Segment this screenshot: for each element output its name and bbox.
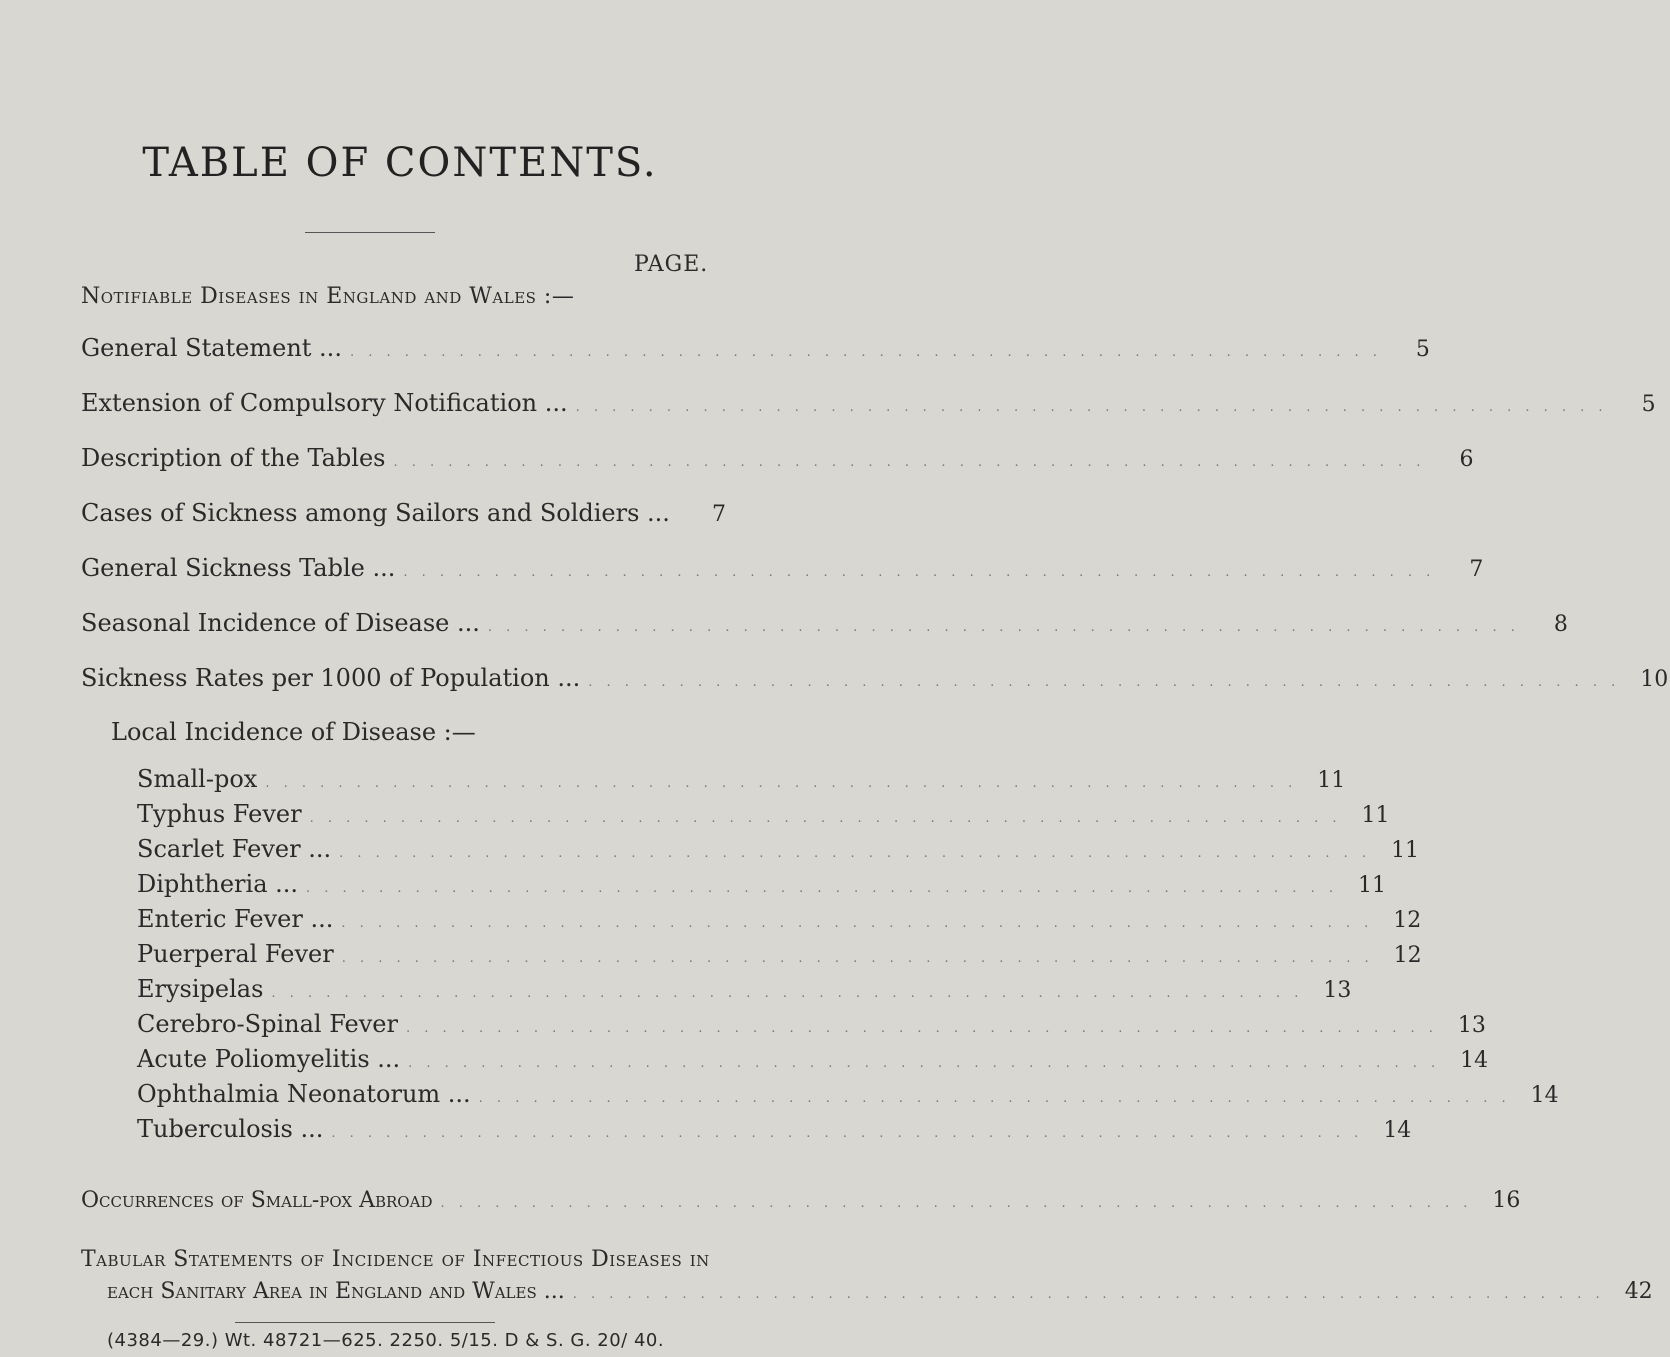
dot-leader: . . . . . . . . . . . . . . . . . . . . . . . . . . . . . . . . . . . . . . . . . . . . . . . . . . . . . . . . .	[403, 565, 1436, 580]
toc-entry-label: Small-pox	[137, 765, 258, 793]
toc-subentry[interactable]	[137, 1010, 1486, 1044]
toc-entry-label: Seasonal Incidence of Disease ...	[81, 609, 480, 637]
title-rule	[305, 232, 435, 233]
toc-entry-label: Enteric Fever ...	[137, 905, 334, 933]
toc-entry-page: 14	[1383, 1118, 1412, 1143]
dot-leader: . . . . . . . . . . . . . . . . . . . . . . . . . . . . . . . . . . . . . . . . . . . . . . . . . . . . . . . . .	[341, 951, 1374, 966]
toc-subentry[interactable]	[137, 940, 1422, 974]
toc-subentry[interactable]	[137, 835, 1420, 869]
toc-entry-page: 7	[711, 502, 726, 527]
dot-leader: . . . . . . . . . . . . . . . . . . . . . . . . . . . . . . . . . . . . . . . . . . . . . . . . . . . . . . . . .	[331, 1126, 1364, 1141]
toc-entry-page: 42	[1624, 1279, 1653, 1304]
toc-entry-label: Puerperal Fever	[137, 940, 334, 968]
toc-entry-tabular-line1: Tabular Statements of Incidence of Infectious Diseases in	[81, 1247, 710, 1272]
dot-leader: . . . . . . . . . . . . . . . . . . . . . . . . . . . . . . . . . . . . . . . . . . . . . . . . . . . . . . . . .	[341, 916, 1374, 931]
toc-entry-page: 8	[1553, 612, 1568, 637]
toc-subentry[interactable]	[137, 1045, 1489, 1079]
toc-entry-label: Acute Poliomyelitis ...	[137, 1045, 401, 1073]
dot-leader: . . . . . . . . . . . . . . . . . . . . . . . . . . . . . . . . . . . . . . . . . . . . . . . . . . . . . . . . .	[339, 846, 1372, 861]
dot-leader: . . . . . . . . . . . . . . . . . . . . . . . . . . . . . . . . . . . . . . . . . . . . . . . . . . . . . . . . .	[478, 1091, 1511, 1106]
toc-entry-page: 11	[1391, 838, 1420, 863]
toc-entry[interactable]	[81, 389, 1656, 423]
toc-entry-page: 12	[1393, 908, 1422, 933]
printer-imprint: (4384—29.) Wt. 48721—625. 2250. 5/15. D & S. G. 20/ 40.	[107, 1330, 665, 1351]
dot-leader: . . . . . . . . . . . . . . . . . . . . . . . . . . . . . . . . . . . . . . . . . . . . . . . . . . . . . . . . .	[588, 675, 1621, 690]
toc-entry-label: each Sanitary Area in England and Wales ...	[107, 1279, 565, 1304]
toc-subentry[interactable]	[137, 765, 1346, 799]
toc-entry[interactable]	[81, 554, 1484, 588]
page-title: TABLE OF CONTENTS.	[142, 140, 658, 186]
toc-entry-label: Extension of Compulsory Notification ...	[81, 389, 568, 417]
dot-leader: . . . . . . . . . . . . . . . . . . . . . . . . . . . . . . . . . . . . . . . . . . . . . . . . . . . . . . . . .	[306, 881, 1338, 896]
toc-entry-page: 11	[1357, 873, 1386, 898]
toc-entry-label: Cerebro-Spinal Fever	[137, 1010, 398, 1038]
toc-entry-page: 12	[1393, 943, 1422, 968]
dot-leader: . . . . . . . . . . . . . . . . . . . . . . . . . . . . . . . . . . . . . . . . . . . . . . . . . . . . . . . . .	[487, 620, 1520, 635]
dot-leader: . . . . . . . . . . . . . . . . . . . . . . . . . . . . . . . . . . . . . . . . . . . . . . . . . . . . . . . . .	[575, 400, 1608, 415]
page-column-label: PAGE.	[634, 252, 709, 277]
toc-entry-label: Erysipelas	[137, 975, 264, 1003]
toc-entry-label: Description of the Tables	[81, 444, 386, 472]
toc-entry-label: Ophthalmia Neonatorum ...	[137, 1080, 471, 1108]
toc-entry-page: 5	[1415, 337, 1430, 362]
toc-entry-page: 7	[1469, 557, 1484, 582]
toc-entry[interactable]	[81, 609, 1568, 643]
toc-entry-tabular[interactable]	[107, 1279, 1653, 1313]
section-heading-local	[111, 718, 715, 752]
dot-leader: . . . . . . . . . . . . . . . . . . . . . . . . . . . . . . . . . . . . . . . . . . . . . . . . . . . . . . . . .	[271, 986, 1304, 1001]
dot-leader: . . . . . . . . . . . . . . . . . . . . . . . . . . . . . . . . . . . . . . . . . . . . . . . . . . . . . . . . .	[572, 1287, 1605, 1302]
toc-entry-label: Sickness Rates per 1000 of Population ...	[81, 664, 581, 692]
dot-leader: . . . . . . . . . . . . . . . . . . . . . . . . . . . . . . . . . . . . . . . . . . . . . . . . . . . . . . . . .	[440, 1196, 1473, 1211]
closing-rule	[235, 1322, 495, 1323]
toc-entry-page: 5	[1641, 392, 1656, 417]
toc-entry-label: Occurrences of Small-pox Abroad	[81, 1188, 433, 1213]
toc-entry-page: 14	[1530, 1083, 1559, 1108]
toc-entry-label: General Sickness Table ...	[81, 554, 396, 582]
dot-leader: . . . . . . . . . . . . . . . . . . . . . . . . . . . . . . . . . . . . . . . . . . . . . . . . . . . . . . . . .	[393, 455, 1426, 470]
toc-subentry[interactable]	[137, 1080, 1559, 1114]
toc-subentry[interactable]	[137, 800, 1390, 834]
toc-entry-label: Diphtheria ...	[137, 870, 299, 898]
toc-entry[interactable]	[81, 664, 1669, 698]
toc-subentry[interactable]	[137, 870, 1386, 904]
toc-entry-page: 6	[1459, 447, 1474, 472]
toc-entry-label: Typhus Fever	[137, 800, 302, 828]
toc-subentry[interactable]	[137, 975, 1352, 1009]
toc-subentry[interactable]	[137, 905, 1422, 939]
toc-entry[interactable]	[81, 499, 726, 533]
toc-entry-occurrences[interactable]	[81, 1188, 1521, 1222]
dot-leader: . . . . . . . . . . . . . . . . . . . . . . . . . . . . . . . . . . . . . . . . . . . . . . . . . . . . . . . . .	[265, 776, 1298, 791]
toc-entry[interactable]	[81, 334, 1430, 368]
dot-leader: . . . . . . . . . . . . . . . . . . . . . . . . . . . . . . . . . . . . . . . . . . . . . . . . . . . . . . . . .	[408, 1056, 1441, 1071]
dot-leader: . . . . . . . . . . . . . . . . . . . . . . . . . . . . . . . . . . . . . . . . . . . . . . . . . . . . . . . . .	[405, 1021, 1438, 1036]
toc-entry-page: 11	[1361, 803, 1390, 828]
toc-entry-page: 10	[1640, 667, 1669, 692]
toc-entry-page: 16	[1492, 1188, 1521, 1213]
section-heading-notifiable: Notifiable Diseases in England and Wales :—	[81, 284, 575, 309]
toc-entry-label: Cases of Sickness among Sailors and Soldiers ...	[81, 499, 670, 527]
toc-entry-page: 14	[1460, 1048, 1489, 1073]
dot-leader: . . . . . . . . . . . . . . . . . . . . . . . . . . . . . . . . . . . . . . . . . . . . . . . . . . . . . . . . .	[309, 811, 1342, 826]
toc-entry-label: General Statement ...	[81, 334, 342, 362]
local-incidence-heading: Local Incidence of Disease :—	[111, 718, 476, 746]
toc-entry[interactable]	[81, 444, 1474, 478]
dot-leader: . . . . . . . . . . . . . . . . . . . . . . . . . . . . . . . . . . . . . . . . . . . . . . . . . . . . . . . . .	[349, 345, 1382, 360]
toc-entry-page: 11	[1317, 768, 1346, 793]
toc-entry-page: 13	[1457, 1013, 1486, 1038]
toc-entry-page: 13	[1323, 978, 1352, 1003]
toc-entry-label: Scarlet Fever ...	[137, 835, 332, 863]
toc-entry-label: Tuberculosis ...	[137, 1115, 324, 1143]
toc-subentry[interactable]	[137, 1115, 1412, 1149]
